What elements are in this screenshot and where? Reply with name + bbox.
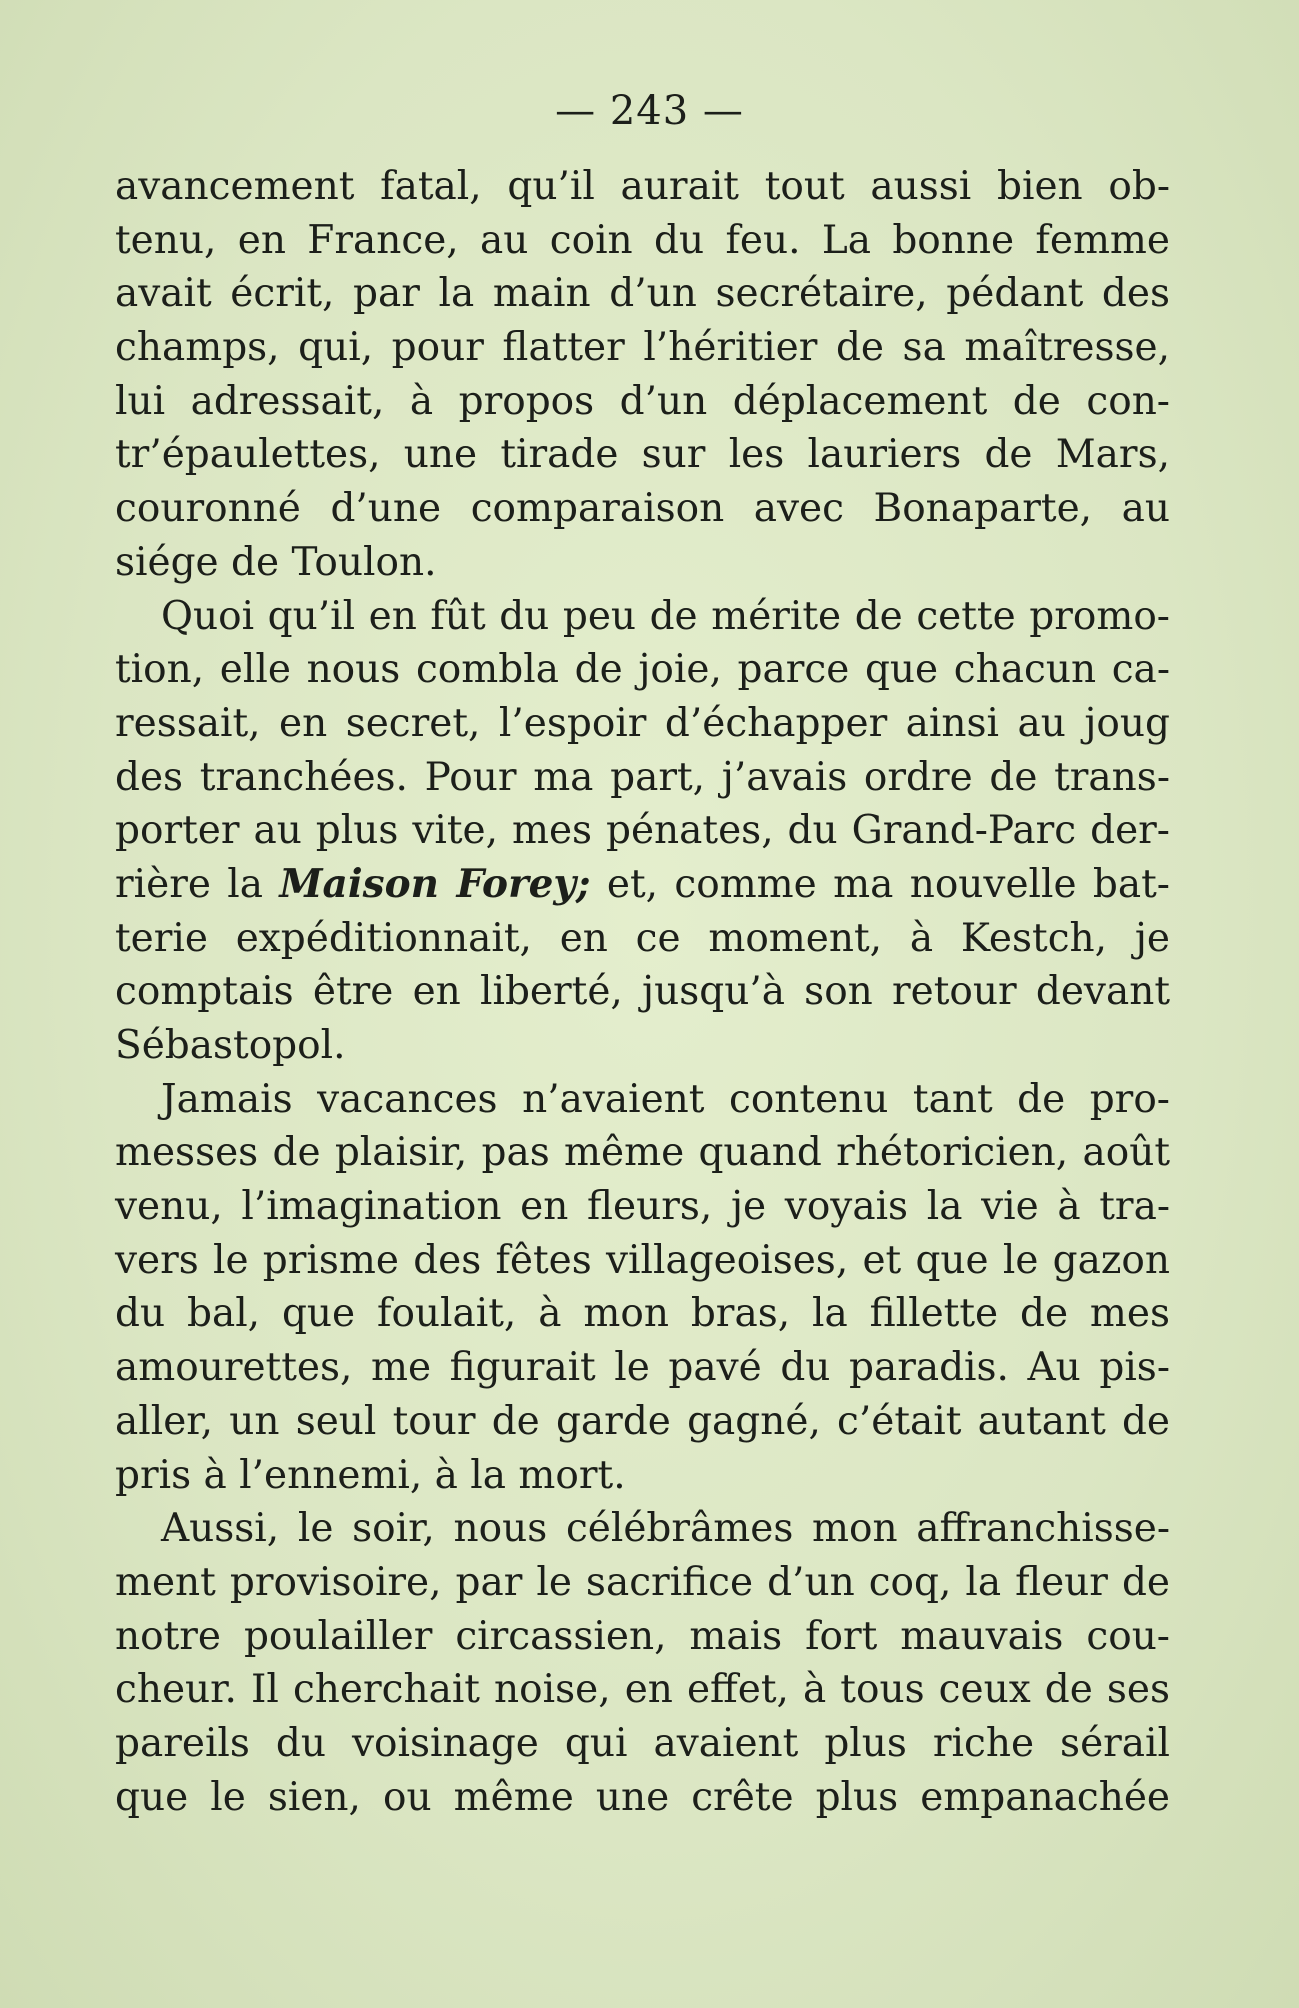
italic-place-name: Maison Forey; xyxy=(279,860,591,907)
text-line: tr’épaulettes, une tirade sur les lauriers de Mars, xyxy=(115,432,1170,478)
text-span: rière la xyxy=(115,861,280,907)
paragraph-4 xyxy=(115,1502,1170,1824)
text-line: des tranchées. Pour ma part, j’avais ordre de trans- xyxy=(115,754,1170,800)
text-line: ment provisoire, par le sacrifice d’un coq, la fleur de xyxy=(115,1559,1170,1605)
text-line: aller, un seul tour de garde gagné, c’était autant de xyxy=(115,1398,1170,1444)
text-line: avait écrit, par la main d’un secrétaire, pédant des xyxy=(115,271,1170,317)
text-line: tion, elle nous combla de joie, parce que chacun ca- xyxy=(115,647,1170,693)
text-line: Sébastopol. xyxy=(115,1023,346,1068)
paragraph-3 xyxy=(115,1073,1170,1503)
text-line: notre poulailler circassien, mais fort mauvais cou- xyxy=(115,1613,1170,1659)
text-line: du bal, que foulait, à mon bras, la fillette de mes xyxy=(115,1291,1170,1337)
text-line: terie expéditionnait, en ce moment, à Kestch, je xyxy=(115,915,1170,961)
text-line-with-italic xyxy=(115,858,1170,912)
text-line: pris à l’ennemi, à la mort. xyxy=(115,1452,626,1498)
text-line: Aussi, le soir, nous célébrâmes mon affranchisse- xyxy=(161,1506,1170,1552)
text-line: Quoi qu’il en fût du peu de mérite de cette promo- xyxy=(161,593,1170,639)
text-line: Jamais vacances n’avaient contenu tant de pro- xyxy=(161,1076,1170,1122)
text-line: amourettes, me figurait le pavé du paradis. Au pis- xyxy=(115,1345,1170,1391)
text-line: porter au plus vite, mes pénates, du Grand-Parc der- xyxy=(115,808,1170,854)
text-line: messes de plaisir, pas même quand rhétoricien, août xyxy=(115,1130,1170,1176)
text-line: ressait, en secret, l’espoir d’échapper ainsi au joug xyxy=(115,700,1170,746)
page-number: — 243 — xyxy=(555,88,744,134)
paragraph-1 xyxy=(115,160,1170,590)
body-text xyxy=(115,160,1170,1824)
text-line: couronné d’une comparaison avec Bonaparte, au xyxy=(115,486,1170,532)
text-line: venu, l’imagination en fleurs, je voyais la vie à tra- xyxy=(115,1184,1170,1230)
paragraph-2 xyxy=(115,590,1170,1073)
text-line: lui adressait, à propos d’un déplacement de con- xyxy=(115,378,1170,424)
text-line: vers le prisme des fêtes villageoises, et que le gazon xyxy=(115,1237,1170,1283)
text-line: champs, qui, pour flatter l’héritier de sa maîtresse, xyxy=(115,325,1170,371)
text-span: et, comme ma nouvelle bat- xyxy=(590,861,1170,907)
text-line: siége de Toulon. xyxy=(115,539,437,585)
text-line: comptais être en liberté, jusqu’à son retour devant xyxy=(115,969,1170,1015)
text-line: que le sien, ou même une crête plus empanachée xyxy=(115,1774,1170,1820)
text-line: pareils du voisinage qui avaient plus riche sérail xyxy=(115,1720,1170,1766)
text-line: cheur. Il cherchait noise, en effet, à tous ceux de ses xyxy=(115,1667,1170,1713)
text-line: tenu, en France, au coin du feu. La bonne femme xyxy=(115,217,1170,263)
text-line: avancement fatal, qu’il aurait tout aussi bien ob- xyxy=(115,164,1170,209)
